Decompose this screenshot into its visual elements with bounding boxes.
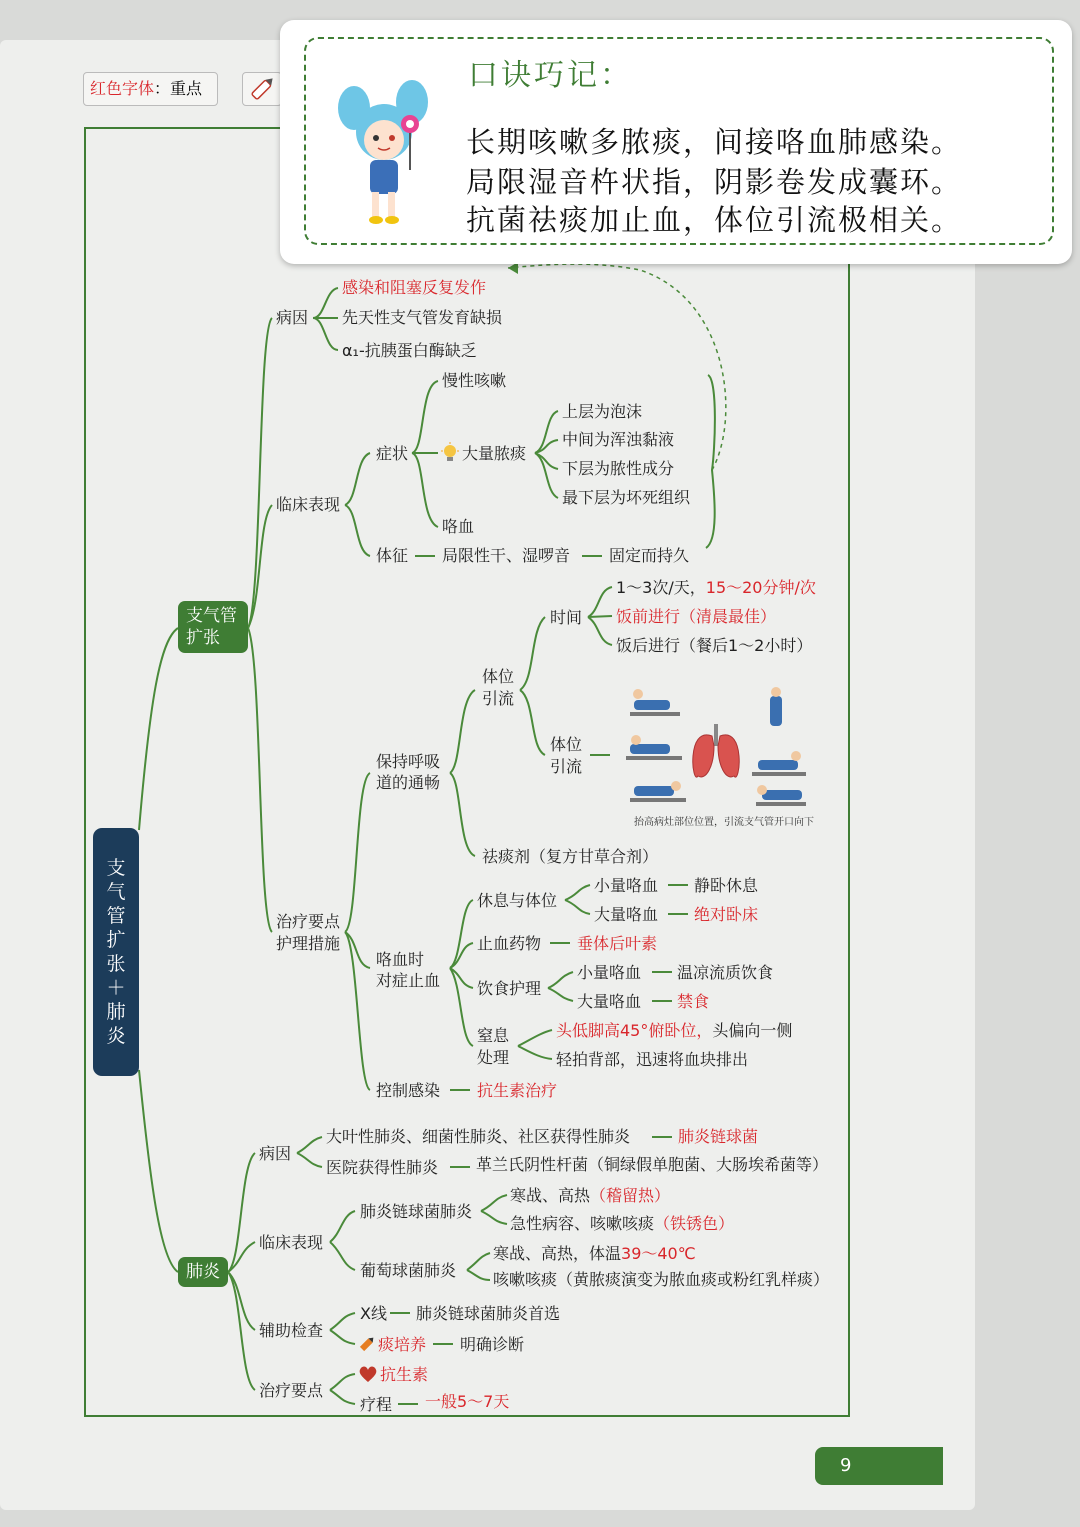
strep-a-red: （稽留热） bbox=[590, 1186, 671, 1205]
chronic-cough: 慢性咳嗽 bbox=[442, 371, 507, 390]
diet-small: 小量咯血 bbox=[577, 963, 642, 982]
suffocation-a-red: 头低脚高45°俯卧位， bbox=[556, 1021, 713, 1040]
mnemonic-card bbox=[280, 20, 1072, 264]
pneu-clinical-label: 临床表现 bbox=[259, 1233, 324, 1252]
suffocation-a-text: 头偏向一侧 bbox=[712, 1021, 793, 1040]
bronch-cause-item: 先天性支气管发育缺损 bbox=[342, 308, 503, 327]
rest-label: 休息与体位 bbox=[477, 891, 558, 910]
airway-label: 道的通畅 bbox=[376, 773, 441, 792]
strep-a-text: 寒战、高热 bbox=[510, 1186, 591, 1205]
staph-a bbox=[493, 1244, 696, 1264]
xray-value: 肺炎链球菌肺炎首选 bbox=[416, 1304, 561, 1323]
time-item-red: 15～20分钟/次 bbox=[705, 578, 816, 597]
infection-value: 抗生素治疗 bbox=[477, 1081, 558, 1100]
legend-key-label: 重点 bbox=[170, 79, 203, 98]
culture-label: 痰培养 bbox=[378, 1335, 427, 1354]
drug-label: 止血药物 bbox=[477, 934, 542, 953]
sputum-layer: 最下层为坏死组织 bbox=[562, 488, 691, 507]
node-line: 支气管 bbox=[186, 606, 237, 626]
sputum-layer: 下层为脓性成分 bbox=[562, 459, 675, 478]
diet-large-value: 禁食 bbox=[677, 992, 710, 1011]
purulent-sputum: 大量脓痰 bbox=[462, 444, 527, 463]
drainage-label: 引流 bbox=[482, 689, 515, 708]
pencil-icon bbox=[358, 1334, 376, 1354]
root-char: 支 bbox=[106, 857, 126, 879]
root-char: 肺 bbox=[106, 1001, 126, 1023]
node-pneumonia: 肺炎 bbox=[178, 1257, 228, 1287]
xray-label: X线 bbox=[360, 1304, 387, 1323]
page-number: 9 bbox=[840, 1455, 852, 1476]
airway-label: 保持呼吸 bbox=[376, 752, 441, 771]
drainage-label: 体位 bbox=[482, 667, 515, 686]
node-line: 扩张 bbox=[186, 628, 220, 648]
suffocation-a bbox=[556, 1021, 792, 1041]
time-item: 饭后进行（餐后1～2小时） bbox=[616, 636, 813, 655]
legend-colon: ： bbox=[154, 79, 171, 98]
sign-end: 固定而持久 bbox=[609, 546, 690, 565]
staph-a-red: 39～40℃ bbox=[621, 1244, 696, 1263]
time-item bbox=[616, 578, 816, 598]
diet-small-value: 温凉流质饮食 bbox=[677, 963, 774, 982]
antibiotic: 抗生素 bbox=[380, 1365, 429, 1384]
bronch-treatment-label: 治疗要点 bbox=[276, 912, 341, 931]
drainage-caption: 抬高病灶部位位置，引流支气管开口向下 bbox=[634, 817, 814, 828]
pneu-treatment-label: 治疗要点 bbox=[259, 1381, 324, 1400]
mnemonic-line: 抗菌祛痰加止血，体位引流极相关。 bbox=[466, 203, 963, 237]
pneu-cause-label: 病因 bbox=[259, 1144, 292, 1163]
sputum-layer: 中间为浑浊黏液 bbox=[562, 430, 675, 449]
suffocation-label: 窒息 bbox=[477, 1026, 510, 1045]
root-char: ＋ bbox=[106, 977, 126, 999]
hemoptysis: 咯血 bbox=[442, 517, 475, 536]
root-char: 管 bbox=[106, 905, 126, 927]
symptom-label: 症状 bbox=[376, 444, 409, 463]
small-rest: 静卧休息 bbox=[694, 876, 759, 895]
root-char: 气 bbox=[106, 881, 126, 903]
small-hemo: 小量咯血 bbox=[594, 876, 659, 895]
time-label: 时间 bbox=[550, 608, 583, 627]
posture-label: 引流 bbox=[550, 757, 583, 776]
staph-label: 葡萄球菌肺炎 bbox=[360, 1261, 457, 1280]
root-char: 张 bbox=[106, 953, 126, 975]
bronch-clinical-label: 临床表现 bbox=[276, 495, 341, 514]
course-value: 一般5～7天 bbox=[425, 1392, 510, 1411]
suffocation-label: 处理 bbox=[477, 1048, 510, 1067]
exam-label: 辅助检查 bbox=[259, 1321, 324, 1340]
course-label: 疗程 bbox=[360, 1395, 393, 1414]
staph-b: 咳嗽咳痰（黄脓痰演变为脓血痰或粉红乳样痰） bbox=[493, 1270, 830, 1289]
infection-label: 控制感染 bbox=[376, 1081, 441, 1100]
bronch-cause-label: 病因 bbox=[276, 308, 309, 327]
strep-b-text: 急性病容、咳嗽咳痰 bbox=[510, 1214, 655, 1233]
lungs-illustration bbox=[626, 686, 806, 810]
bronch-cause-item: α₁-抗胰蛋白酶缺乏 bbox=[342, 341, 477, 360]
sign-value: 局限性干、湿啰音 bbox=[442, 546, 571, 565]
root-topic bbox=[93, 828, 139, 1076]
mnemonic-title: 口诀巧记： bbox=[468, 58, 633, 93]
drug-value: 垂体后叶素 bbox=[577, 934, 658, 953]
bronch-cause-item: 感染和阻塞反复发作 bbox=[342, 278, 487, 297]
lightbulb-icon bbox=[440, 442, 460, 464]
time-item: 饭前进行（清晨最佳） bbox=[616, 607, 777, 626]
page-number-tab bbox=[815, 1447, 943, 1485]
mnemonic-line: 长期咳嗽多脓痰，间接咯血肺感染。 bbox=[466, 125, 963, 159]
suffocation-b: 轻拍背部，迅速将血块排出 bbox=[556, 1050, 749, 1069]
mnemonic-line: 局限湿音杵状指，阴影卷发成囊环。 bbox=[466, 165, 963, 199]
strep-b bbox=[510, 1214, 734, 1234]
strep-b-red: （铁锈色） bbox=[654, 1214, 735, 1233]
pneu-cause-a-red: 肺炎链球菌 bbox=[678, 1127, 759, 1146]
large-rest: 绝对卧床 bbox=[694, 905, 759, 924]
diet-label: 饮食护理 bbox=[477, 979, 542, 998]
root-char: 炎 bbox=[106, 1025, 126, 1047]
culture-value: 明确诊断 bbox=[460, 1335, 525, 1354]
large-hemo: 大量咯血 bbox=[594, 905, 659, 924]
root-char: 扩 bbox=[106, 929, 126, 951]
bronch-treatment-label: 护理措施 bbox=[276, 934, 341, 953]
strep-label: 肺炎链球菌肺炎 bbox=[360, 1202, 473, 1221]
pneu-cause-b-value: 革兰氏阴性杆菌（铜绿假单胞菌、大肠埃希菌等） bbox=[476, 1155, 829, 1174]
hemoptysis-label: 咯血时 bbox=[376, 950, 425, 969]
posture-label: 体位 bbox=[550, 735, 583, 754]
pneu-cause-a: 大叶性肺炎、细菌性肺炎、社区获得性肺炎 bbox=[326, 1127, 631, 1146]
diet-large: 大量咯血 bbox=[577, 992, 642, 1011]
cartoon-girl-mascot bbox=[332, 80, 442, 230]
time-item-text: 1～3次/天， bbox=[616, 578, 706, 597]
strep-a bbox=[510, 1186, 670, 1206]
node-bronchiectasis bbox=[178, 601, 248, 653]
sign-label: 体征 bbox=[376, 546, 409, 565]
sputum-layer: 上层为泡沫 bbox=[562, 402, 643, 421]
heart-icon bbox=[358, 1365, 378, 1383]
staph-a-text: 寒战、高热，体温 bbox=[493, 1244, 622, 1263]
legend-red-label: 红色字体 bbox=[90, 79, 155, 98]
hemoptysis-label: 对症止血 bbox=[376, 971, 441, 990]
pneu-cause-b: 医院获得性肺炎 bbox=[326, 1158, 439, 1177]
expectorant: 祛痰剂（复方甘草合剂） bbox=[482, 847, 659, 866]
